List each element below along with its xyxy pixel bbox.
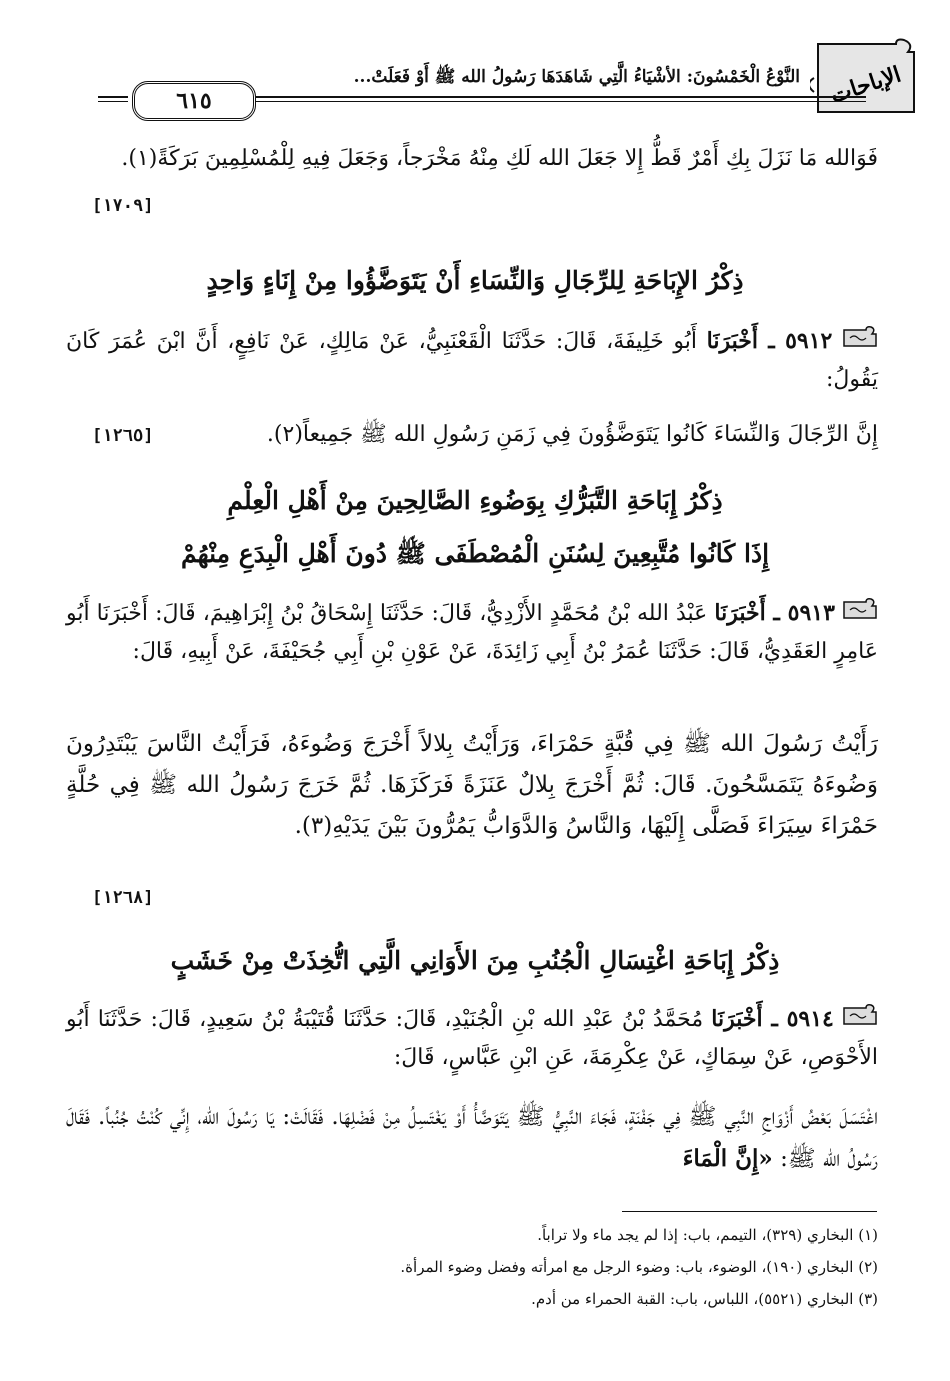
footnote-3: (٣) البخاري (٥٥٢١)، اللباس، باب: القبة الحمراء من أدم. bbox=[531, 1290, 878, 1308]
header-rule-right bbox=[256, 96, 866, 102]
hadith-number-5913: ٥٩١٣ ـ أَخْبَرَنَا bbox=[714, 600, 835, 626]
hadith-5914-matn-text: اغْتَسَلَ بَعْضُ أَزْوَاجِ النَّبِي ﷺ فِي جَفْنَةٍ، فَجَاءَ النَّبِيُّ ﷺ يَتَوَضَّأُ أَوْ يَغْتَسِلُ مِنْ فَضْلِهَا. فَقَالَتْ: يَا رَسُولَ الله، إِنِّي كُنْتُ جُنُباً. فَقَالَ رَسُولُ الله ﷺ: bbox=[66, 1104, 878, 1172]
hadith-5912-reference: [١٢٦٥] bbox=[92, 426, 154, 446]
hadith-5914-text: مُحَمَّدُ بْنُ عَبْدِ الله بْنِ الْجُنَيْدِ، قَالَ: حَدَّثَنَا قُتَيْبَةُ بْنُ سَعِيدٍ، قَالَ: حَدَّثَنَا أَبُو الأَحْوَصِ، عَنْ سِمَاكٍ، عَنْ عِكْرِمَةَ، عَنِ ابْنِ عَبَّاسٍ، قَالَ: bbox=[66, 1007, 878, 1070]
hadith-5913-reference: [١٢٦٨] bbox=[92, 888, 154, 908]
footnote-divider bbox=[622, 1211, 877, 1212]
section-heading-2-line-2: إِذَا كَانُوا مُتَّبِعِينَ لِسُنَنِ الْمُصْطَفَى ﷺ دُونَ أَهْلِ الْبِدَعِ مِنْهُمْ bbox=[180, 539, 770, 568]
puzzle-piece-icon bbox=[842, 323, 878, 361]
running-title: النَّوْعُ الْخَمْسُونَ: الأشْيَاءُ الَّتِي شَاهَدَهَا رَسُولُ الله ﷺ أَوْ فَعَلَتْ... bbox=[353, 67, 800, 87]
hadith-number-5912: ٥٩١٢ ـ أَخْبَرَنَا bbox=[706, 328, 833, 354]
page-header bbox=[60, 38, 920, 118]
hadith-5913-text: عَبْدُ الله بْنُ مُحَمَّدٍ الأَزْدِيُّ، قَالَ: حَدَّثَنَا إِسْحَاقُ بْنُ إِبْرَاهِيمَ، قَالَ: أَخْبَرَنَا أَبُو عَامِرٍ العَقَدِيُّ، قَالَ: حَدَّثَنَا عُمَرُ بْنُ أَبِي زَائِدَةَ، عَنْ عَوْنِ بْنِ أَبِي جُحَيْفَةَ، عَنْ أَبِيهِ، قَالَ: bbox=[66, 601, 878, 664]
puzzle-piece-icon bbox=[842, 1001, 878, 1039]
section-heading-2-line-1: ذِكْرُ إِبَاحَةِ التَّبَرُّكِ بِوَضُوءِ الصَّالِحِينَ مِنْ أَهْلِ الْعِلْمِ bbox=[227, 486, 723, 515]
section-heading-3: ذِكْرُ إِبَاحَةِ اغْتِسَالِ الْجُنُبِ مِنَ الأَوَانِي الَّتِي اتُّخِذَتْ مِنْ خَشَبٍ bbox=[170, 946, 780, 975]
paragraph-1-reference: [١٧٠٩] bbox=[92, 196, 154, 216]
hadith-5913-isnad bbox=[66, 594, 878, 671]
hadith-5914-quote-start: «إِنَّ الْمَاءَ bbox=[682, 1145, 773, 1172]
section-heading-1: ذِكْرُ الإِبَاحَةِ لِلرِّجَالِ وَالنِّسَاءِ أَنْ يَتَوَضَّؤُوا مِنْ إِنَاءٍ وَاحِدٍ bbox=[206, 266, 744, 295]
corner-puzzle-icon bbox=[810, 38, 920, 118]
puzzle-piece-icon bbox=[842, 595, 878, 633]
hadith-5913-matn: رَأَيْتُ رَسُولَ الله ﷺ فِي قُبَّةٍ حَمْرَاءَ، وَرَأَيْتُ بِلالاً أَخْرَجَ وَضُوءَهُ، فَرَأَيْتُ النَّاسَ يَبْتَدِرُونَ وَضُوءَهُ يَتَمَسَّحُونَ. قَالَ: ثُمَّ أَخْرَجَ بِلالٌ عَنَزَةً فَرَكَزَهَا. ثُمَّ خَرَجَ رَسُولُ الله ﷺ فِي حُلَّةٍ حَمْرَاءَ سِيَرَاءَ فَصَلَّى إِلَيْهَا، وَالنَّاسُ وَالدَّوَابُّ يَمُرُّونَ بَيْنَ يَدَيْهِ(٣). bbox=[66, 731, 878, 839]
header-rule-left bbox=[98, 96, 128, 102]
hadith-5914-matn bbox=[66, 1096, 878, 1180]
footnote-1: (١) البخاري (٣٢٩)، التيمم، باب: إذا لم يجد ماء ولا تراباً. bbox=[537, 1226, 878, 1244]
hadith-5912-text: أَبُو خَلِيفَةَ، قَالَ: حَدَّثَنَا الْقَعْنَبِيُّ، عَنْ مَالِكٍ، عَنْ نَافِعٍ، أَنَّ ابْنَ عُمَرَ كَانَ يَقُولُ: bbox=[66, 329, 878, 392]
corner-label: الإباحات bbox=[827, 61, 905, 109]
hadith-number-5914: ٥٩١٤ ـ أَخْبَرَنَا bbox=[711, 1006, 834, 1032]
page-number: ٦١٥ bbox=[132, 81, 256, 121]
footnote-2: (٢) البخاري (١٩٠)، الوضوء، باب: وضوء الرجل مع امرأته وفضل وضوء المرأة. bbox=[400, 1258, 878, 1276]
hadith-5914-isnad bbox=[66, 1000, 878, 1077]
paragraph-1-text: فَوَالله مَا نَزَلَ بِكِ أَمْرٌ قَطُّ إِلا جَعَلَ الله لَكِ مِنْهُ مَخْرَجاً، وَجَعَلَ فِيهِ لِلْمُسْلِمِينَ بَرَكَةً(١). bbox=[121, 146, 878, 171]
hadith-5912-matn: إِنَّ الرِّجَالَ وَالنِّسَاءَ كَانُوا يَتَوَضَّؤُونَ فِي زَمَنِ رَسُولِ الله ﷺ جَمِيعاً(٢). bbox=[266, 422, 878, 447]
paragraph-1 bbox=[66, 140, 878, 178]
hadith-5912-isnad bbox=[66, 322, 878, 399]
